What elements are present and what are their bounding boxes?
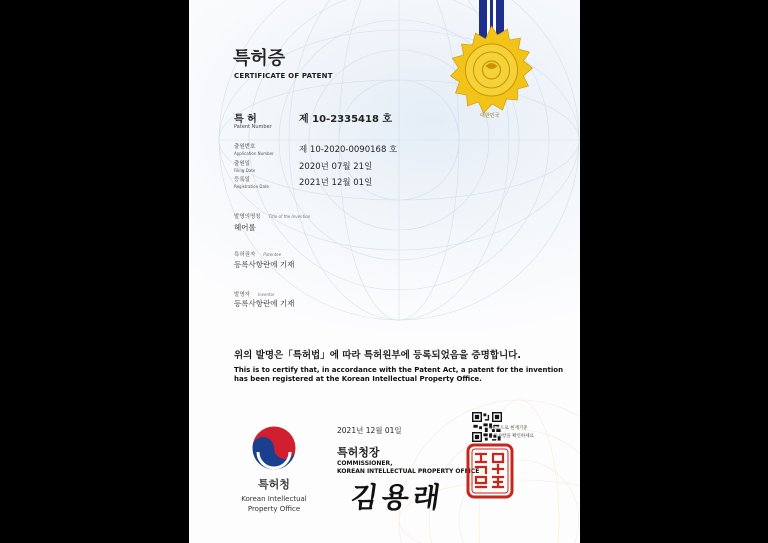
certify-statement-ko: 위의 발명은「특허법」에 따라 특허원부에 등록되었음을 증명합니다. — [234, 350, 521, 361]
inventor-label — [234, 290, 275, 298]
certificate-title-en: CERTIFICATE OF PATENT — [234, 72, 333, 80]
certify-statement-en: This is to certify that, in accordance with the Patent Act, a patent for the invention has been registered at the Korean Intellectual Property Office. — [234, 366, 564, 383]
taegeuk-logo-icon — [249, 423, 299, 473]
filing-label: 출원일 — [234, 161, 250, 167]
inventor-label-en: Inventor — [257, 292, 275, 297]
seal-text — [468, 500, 483, 504]
patent-number: 제 10-2335418 호 — [299, 114, 393, 125]
red-seal-icon — [466, 443, 514, 499]
application-label-en: Application Number — [234, 151, 274, 156]
patentee-label — [234, 250, 281, 258]
commissioner-title: 특허청장 — [337, 446, 380, 459]
org-name-en-line1: Korean Intellectual — [241, 495, 307, 503]
patent-label: 특 허 — [234, 114, 257, 125]
invention-label-ko: 발명의명칭 — [234, 214, 261, 220]
commissioner-title-en-line2: KOREAN INTELLECTUAL PROPERTY OFFICE — [337, 468, 480, 475]
patentee-label-en: Patentee — [263, 252, 282, 257]
qr-note-line2: 등록사항을 확인하세요 — [489, 434, 534, 439]
inventor-value: 등록사항란에 기재 — [234, 299, 295, 308]
application-number: 제 10-2020-0090168 호 — [299, 145, 398, 155]
inventor-label-ko: 발명자 — [234, 292, 250, 298]
commissioner-title-en-line1: COMMISSIONER, — [337, 460, 393, 467]
patent-label-en: Patent Number — [234, 124, 272, 130]
patentee-label-ko: 특허권자 — [234, 252, 256, 258]
invention-label-en: Title of the Invention — [268, 214, 311, 219]
certificate-title: 특허증 — [233, 48, 286, 69]
org-name-ko: 특허청 — [258, 478, 290, 491]
medal-text: 대한민국 — [480, 113, 500, 119]
registration-label: 등록일 — [234, 177, 250, 183]
registration-label-en: Registration Date — [234, 184, 269, 189]
issue-date: 2021년 12월 01일 — [337, 426, 402, 435]
patentee-value: 등록사항란에 기재 — [234, 260, 295, 269]
qr-note-line1: QR코드로 현재기준 — [489, 426, 528, 431]
application-label: 출원번호 — [234, 144, 256, 150]
registration-date: 2021년 12월 01일 — [299, 178, 373, 188]
invention-label — [234, 212, 310, 220]
org-name-en-line2: Property Office — [247, 505, 301, 513]
gold-medal-icon — [444, 0, 539, 118]
filing-label-en: Filing Date — [234, 168, 256, 173]
certificate-page — [189, 0, 580, 543]
commissioner-signature: 김용래 — [348, 481, 447, 514]
invention-title: 헤어롤 — [234, 223, 256, 232]
filing-date: 2020년 07월 21일 — [299, 162, 373, 172]
